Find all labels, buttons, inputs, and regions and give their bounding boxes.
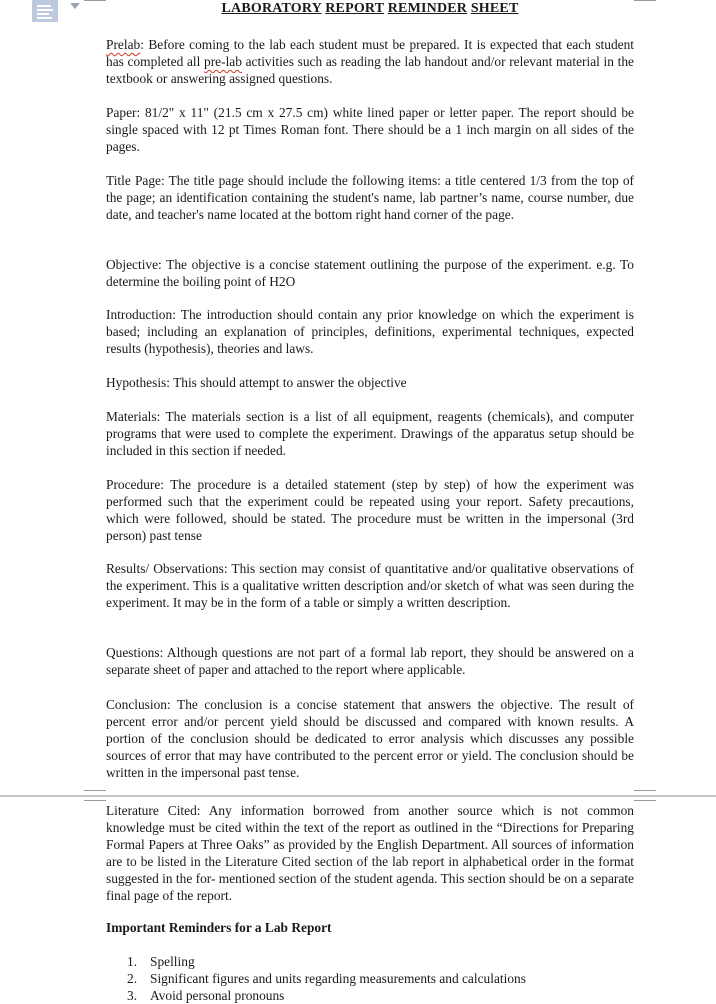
list-number: 3. (127, 988, 138, 1003)
title-page-paragraph: Title Page: The title page should include the following items: a title centered 1/3 from the top of the page; an identification containing the student's name, lab partner’s name, course number, due date, and teacher's name located at the bottom right hand corner of the page. (106, 173, 634, 222)
list-text: Avoid personal pronouns (150, 988, 285, 1003)
page-break-divider (0, 795, 716, 797)
prelab-text-a: : Before coming to the lab each student must be prepared. It is expected that each student has completed all (106, 37, 634, 69)
introduction-paragraph: Introduction: The introduction should contain any prior knowledge on which the experiment is based; including an explanation of principles, definitions, experimental techniques, expected results (hypothesis), theories and laws. (106, 307, 634, 356)
prelab-lead-word: Prelab (106, 37, 141, 52)
prelab-text-b: activities such as reading the lab handout and/or relevant material in the textbook or answering assigned questions. (106, 54, 634, 86)
questions-paragraph: Questions: Although questions are not part of a formal lab report, they should be answered on a separate sheet of paper and attached to the report where applicable. (106, 645, 634, 677)
reminders-heading: Important Reminders for a Lab Report (106, 920, 332, 935)
list-item (106, 970, 526, 987)
list-item (106, 987, 526, 1004)
prelab-squiggle-word: pre-lab (204, 54, 242, 69)
results-paragraph: Results/ Observations: This section may consist of quantitative and/or qualitative observations of the experiment. This is a qualitative written description and/or sketch of what was seen during the experiment. It may be in the form of a table or simply a written description. (106, 561, 634, 610)
conclusion-paragraph: Conclusion: The conclusion is a concise statement that answers the objective. The result of percent error and/or percent yield should be discussed and compared with known results. A portion of the conclusion should be dedicated to error analysis which discusses any possible sources of error that may have contributed to the percent error or yield. The conclusion should be written in the impersonal past tense. (106, 697, 634, 780)
list-item (106, 953, 526, 970)
title-word: SHEET (470, 1, 519, 16)
list-number: 1. (127, 954, 138, 969)
title-word: REMINDER (387, 1, 468, 16)
page-break-mark-right (634, 790, 656, 801)
title-word: REPORT (325, 1, 385, 16)
procedure-paragraph: Procedure: The procedure is a detailed statement (step by step) of how the experiment was performed such that the experiment could be repeated using your report. Safety precautions, which were followed, should be stated. The procedure must be written in the impersonal (3rd person) past tense (106, 477, 634, 543)
literature-cited-paragraph: Literature Cited: Any information borrowed from another source which is not common knowledge must be cited within the text of the report as outlined in the “Directions for Preparing Formal Papers at Three Oaks” as provided by the English Department. All sources of information are to be listed in the Literature Cited section of the lab report in alphabetical order in the format suggested in the for- mentioned section of the student agenda. This section should be on a separate final page of the report. (106, 803, 634, 903)
hypothesis-paragraph: Hypothesis: This should attempt to answer the objective (106, 375, 407, 390)
list-number: 2. (127, 971, 138, 986)
prelab-paragraph (106, 36, 634, 87)
page-title (0, 1, 716, 17)
page-break-mark-left (84, 790, 106, 801)
title-word: LABORATORY (221, 1, 322, 16)
list-text: Significant figures and units regarding measurements and calculations (150, 971, 526, 986)
materials-paragraph: Materials: The materials section is a list of all equipment, reagents (chemicals), and computer programs that were used to complete the experiment. Drawings of the apparatus setup should be included in this section if needed. (106, 409, 634, 458)
reminders-list (106, 953, 526, 1004)
paper-paragraph: Paper: 81/2" x 11" (21.5 cm x 27.5 cm) white lined paper or letter paper. The report should be single spaced with 12 pt Times Roman font. There should be a 1 inch margin on all sides of the pages. (106, 105, 634, 154)
objective-paragraph: Objective: The objective is a concise statement outlining the purpose of the experiment. e.g. To determine the boiling point of H2O (106, 257, 634, 289)
list-text: Spelling (150, 954, 195, 969)
